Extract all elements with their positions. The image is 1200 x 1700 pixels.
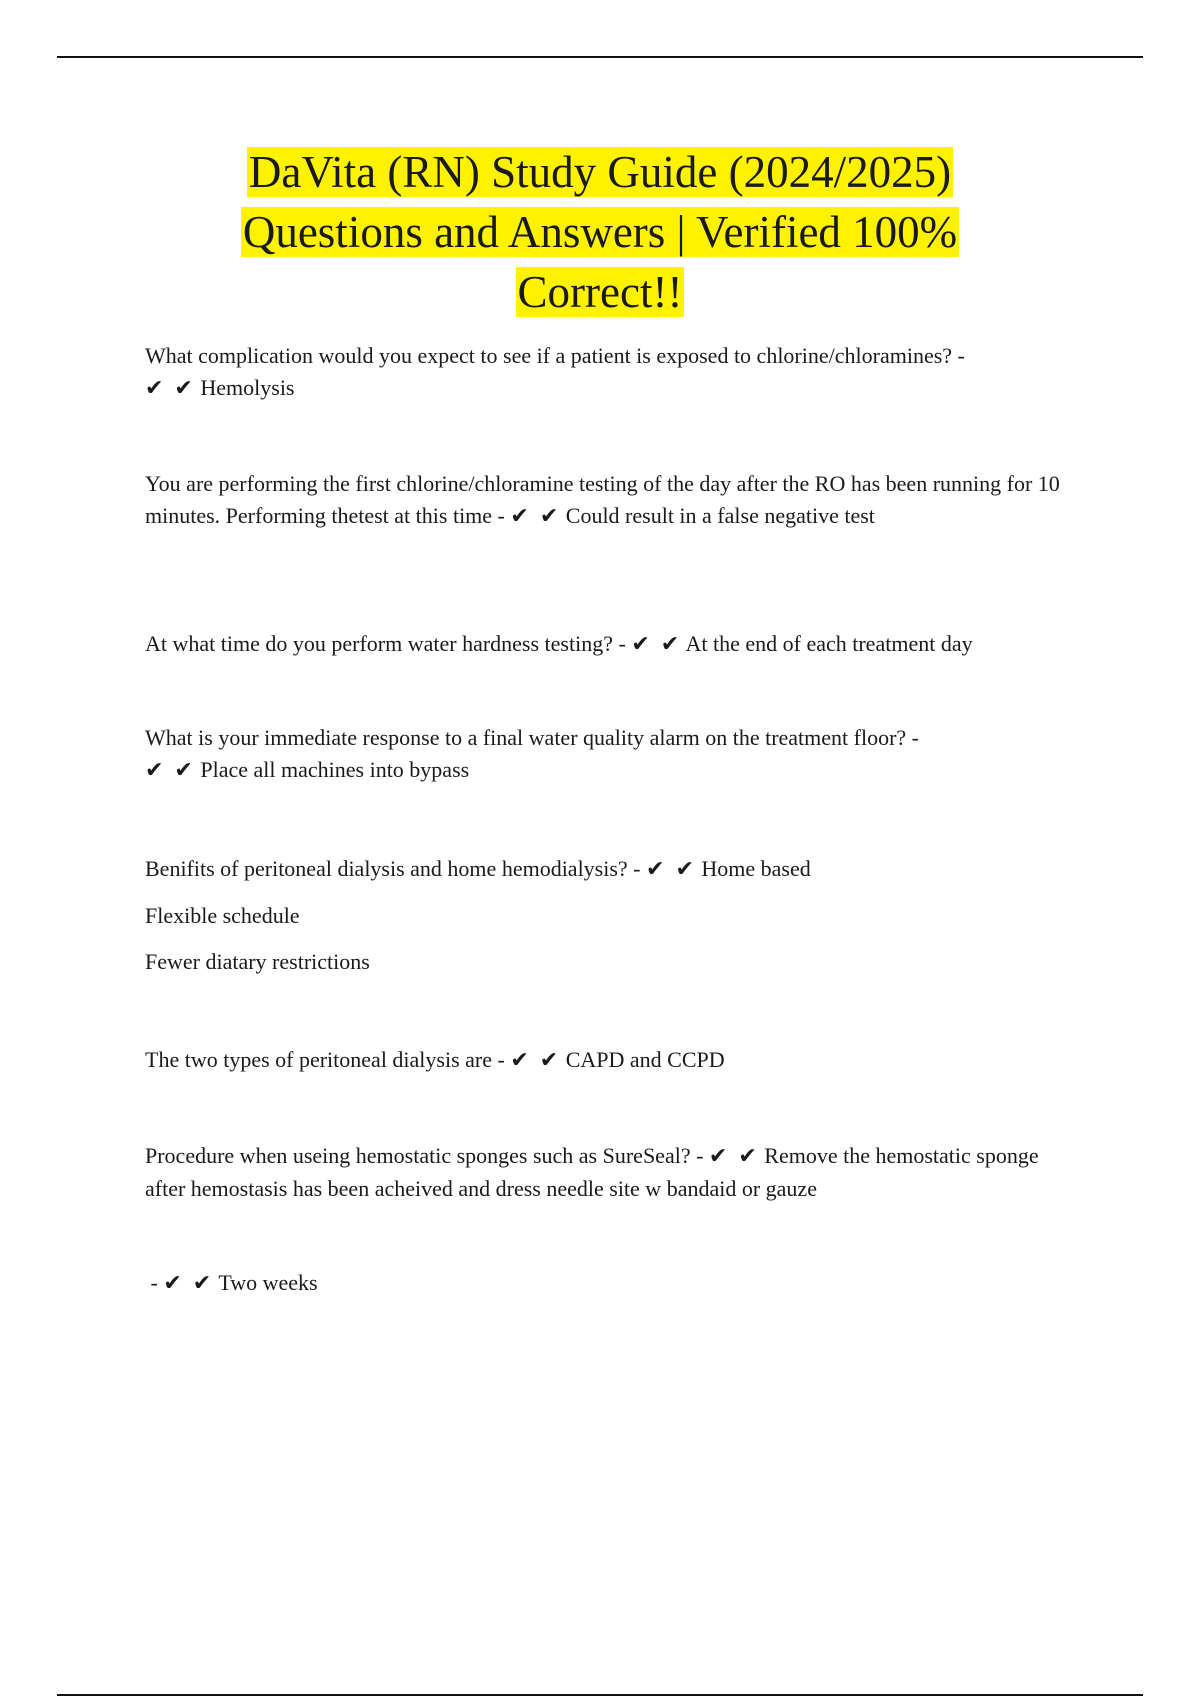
answer-text: At the end of each treatment day — [685, 631, 973, 656]
question-text: At what time do you perform water hardness testing? - — [145, 631, 626, 656]
answer-text: Could result in a false negative test — [565, 503, 875, 528]
qa-item-7 — [145, 1140, 1070, 1205]
top-divider — [57, 56, 1143, 58]
check-icon: ✔ ✔ — [163, 1271, 214, 1296]
qa-item-4 — [145, 722, 1070, 787]
qa-item-3 — [145, 628, 1070, 661]
check-icon: ✔ ✔ — [145, 376, 195, 401]
title-line-1: DaVita (RN) Study Guide (2024/2025) — [248, 147, 952, 197]
answer-text: CAPD and CCPD — [565, 1047, 725, 1072]
check-icon: ✔ ✔ — [708, 1144, 759, 1169]
answer-extra-line: Fewer diatary restrictions — [145, 949, 370, 974]
qa-item-5 — [145, 853, 1070, 978]
question-text: The two types of peritoneal dialysis are - — [145, 1047, 505, 1072]
answer-text: Two weeks — [218, 1270, 318, 1295]
qa-item-1 — [145, 340, 1070, 405]
check-icon: ✔ ✔ — [646, 857, 696, 882]
question-text: Procedure when useing hemostatic sponges such as SureSeal? - — [145, 1143, 704, 1168]
answer-text: Remove the hemostatic sponge after hemostasis has been acheived and dress needle site w bandaid or gauze — [145, 1143, 1039, 1201]
title-line-3: Correct!! — [517, 267, 683, 317]
answer-extra-line: Flexible schedule — [145, 903, 300, 928]
check-icon: ✔ ✔ — [510, 1048, 561, 1073]
question-text: Benifits of peritoneal dialysis and home hemodialysis? - — [145, 856, 641, 881]
qa-item-6 — [145, 1044, 1070, 1077]
check-icon: ✔ ✔ — [145, 758, 195, 783]
question-text: You are performing the first chlorine/chloramine testing of the day after the RO has been running for 10 minutes. Performing thetest at this time - — [145, 471, 1060, 528]
question-text: - — [145, 1270, 158, 1295]
question-text: What complication would you expect to see if a patient is exposed to chlorine/chloramines? - — [145, 343, 965, 368]
document-title — [100, 142, 1100, 322]
answer-text: Place all machines into bypass — [200, 757, 470, 782]
title-line-2: Questions and Answers | Verified 100% — [242, 207, 958, 257]
qa-item-2 — [145, 468, 1070, 533]
bottom-divider — [57, 1694, 1143, 1696]
answer-text: Home based — [701, 856, 811, 881]
qa-item-8 — [145, 1267, 1070, 1300]
check-icon: ✔ ✔ — [631, 632, 682, 657]
question-text: What is your immediate response to a final water quality alarm on the treatment floor? - — [145, 725, 920, 750]
check-icon: ✔ ✔ — [510, 504, 561, 529]
answer-text: Hemolysis — [200, 375, 295, 400]
